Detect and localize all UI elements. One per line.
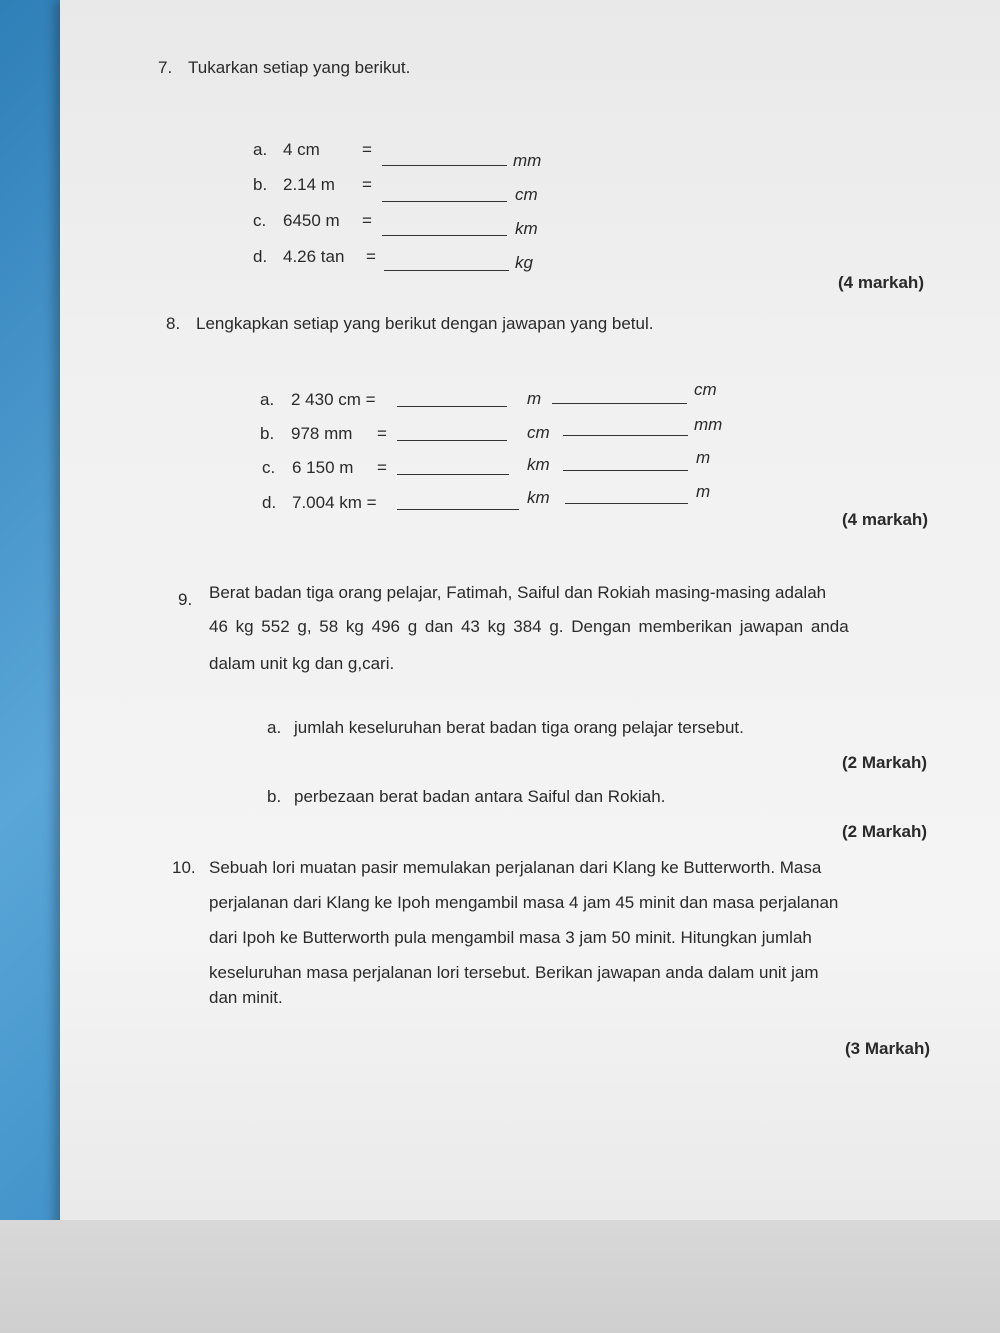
q7-number: 7. — [158, 58, 173, 77]
q9-line-2: 46 kg 552 g, 58 kg 496 g dan 43 kg 384 g. Dengan memberikan jawapan anda — [209, 617, 849, 636]
q9b-marks: (2 Markah) — [842, 822, 928, 841]
q7d-equals: = — [366, 247, 376, 266]
q9a-label: a. — [267, 718, 282, 737]
q8b-answer-line-1[interactable] — [397, 440, 507, 441]
q10-marks: (3 Markah) — [845, 1039, 931, 1058]
q8b-label: b. — [260, 424, 275, 443]
q9-line-1: Berat badan tiga orang pelajar, Fatimah, Saiful dan Rokiah masing-masing adalah — [209, 583, 827, 602]
q8d-answer-line-2[interactable] — [565, 503, 688, 504]
q7a-expr: 4 cm — [283, 140, 320, 159]
q8c-equals: = — [377, 458, 387, 477]
q7d-label: d. — [253, 247, 268, 266]
q8c-expr: 6 150 m — [292, 458, 354, 477]
q7a-label: a. — [253, 140, 268, 159]
q9-number: 9. — [178, 590, 193, 609]
q8b-answer-line-2[interactable] — [563, 435, 688, 436]
q7a-answer-line[interactable] — [382, 165, 507, 166]
q7-title: Tukarkan setiap yang berikut. — [188, 58, 411, 77]
q9b-text: perbezaan berat badan antara Saiful dan Rokiah. — [294, 787, 666, 806]
q8c-label: c. — [262, 458, 276, 477]
q9a-text: jumlah keseluruhan berat badan tiga orang pelajar tersebut. — [294, 718, 744, 737]
q7a-equals: = — [362, 140, 372, 159]
q10-line-5: dan minit. — [209, 988, 283, 1007]
q7b-expr: 2.14 m — [283, 175, 335, 194]
q10-number: 10. — [172, 858, 196, 877]
q7b-equals: = — [362, 175, 372, 194]
q8a-unit1: m — [527, 389, 542, 408]
q8-number: 8. — [166, 314, 181, 333]
q8a-unit2: cm — [694, 380, 717, 399]
q7b-answer-line[interactable] — [382, 201, 507, 202]
q8b-equals: = — [377, 424, 387, 443]
q7d-answer-line[interactable] — [384, 270, 509, 271]
q7c-unit: km — [515, 219, 538, 238]
q8b-unit2: mm — [694, 415, 723, 434]
q7c-label: c. — [253, 211, 267, 230]
q10-line-3: dari Ipoh ke Butterworth pula mengambil masa 3 jam 50 minit. Hitungkan jumlah — [209, 928, 812, 947]
q7b-unit: cm — [515, 185, 538, 204]
q10-line-1: Sebuah lori muatan pasir memulakan perjalanan dari Klang ke Butterworth. Masa — [209, 858, 822, 877]
q8d-label: d. — [262, 493, 277, 512]
q8d-unit1: km — [527, 488, 550, 507]
q7c-expr: 6450 m — [283, 211, 340, 230]
q7b-label: b. — [253, 175, 268, 194]
q7d-expr: 4.26 tan — [283, 247, 345, 266]
q8c-unit1: km — [527, 455, 550, 474]
q8-marks: (4 markah) — [842, 510, 928, 529]
q8c-unit2: m — [696, 448, 711, 467]
q9-line-3: dalam unit kg dan g,cari. — [209, 654, 395, 673]
q8-title: Lengkapkan setiap yang berikut dengan jawapan yang betul. — [196, 314, 654, 333]
q8d-answer-line-1[interactable] — [397, 509, 519, 510]
page-bottom-edge — [0, 1220, 1000, 1333]
q10-line-2: perjalanan dari Klang ke Ipoh mengambil masa 4 jam 45 minit dan masa perjalanan — [209, 893, 839, 912]
q8a-expr: 2 430 cm = — [291, 390, 376, 409]
q8a-answer-line-2[interactable] — [552, 403, 687, 404]
q8a-label: a. — [260, 390, 275, 409]
q7-marks: (4 markah) — [838, 273, 924, 292]
q8b-unit1: cm — [527, 423, 550, 442]
q7d-unit: kg — [515, 253, 533, 272]
q8d-expr: 7.004 km = — [292, 493, 377, 512]
q10-line-4: keseluruhan masa perjalanan lori tersebut. Berikan jawapan anda dalam unit jam — [209, 963, 819, 982]
q9a-marks: (2 Markah) — [842, 753, 928, 772]
q8b-expr: 978 mm — [291, 424, 353, 443]
q8c-answer-line-1[interactable] — [397, 474, 509, 475]
q7c-answer-line[interactable] — [382, 235, 507, 236]
q8c-answer-line-2[interactable] — [563, 470, 688, 471]
q8d-unit2: m — [696, 482, 711, 501]
q7c-equals: = — [362, 211, 372, 230]
q8a-answer-line-1[interactable] — [397, 406, 507, 407]
q7a-unit: mm — [513, 151, 542, 170]
q9b-label: b. — [267, 787, 282, 806]
